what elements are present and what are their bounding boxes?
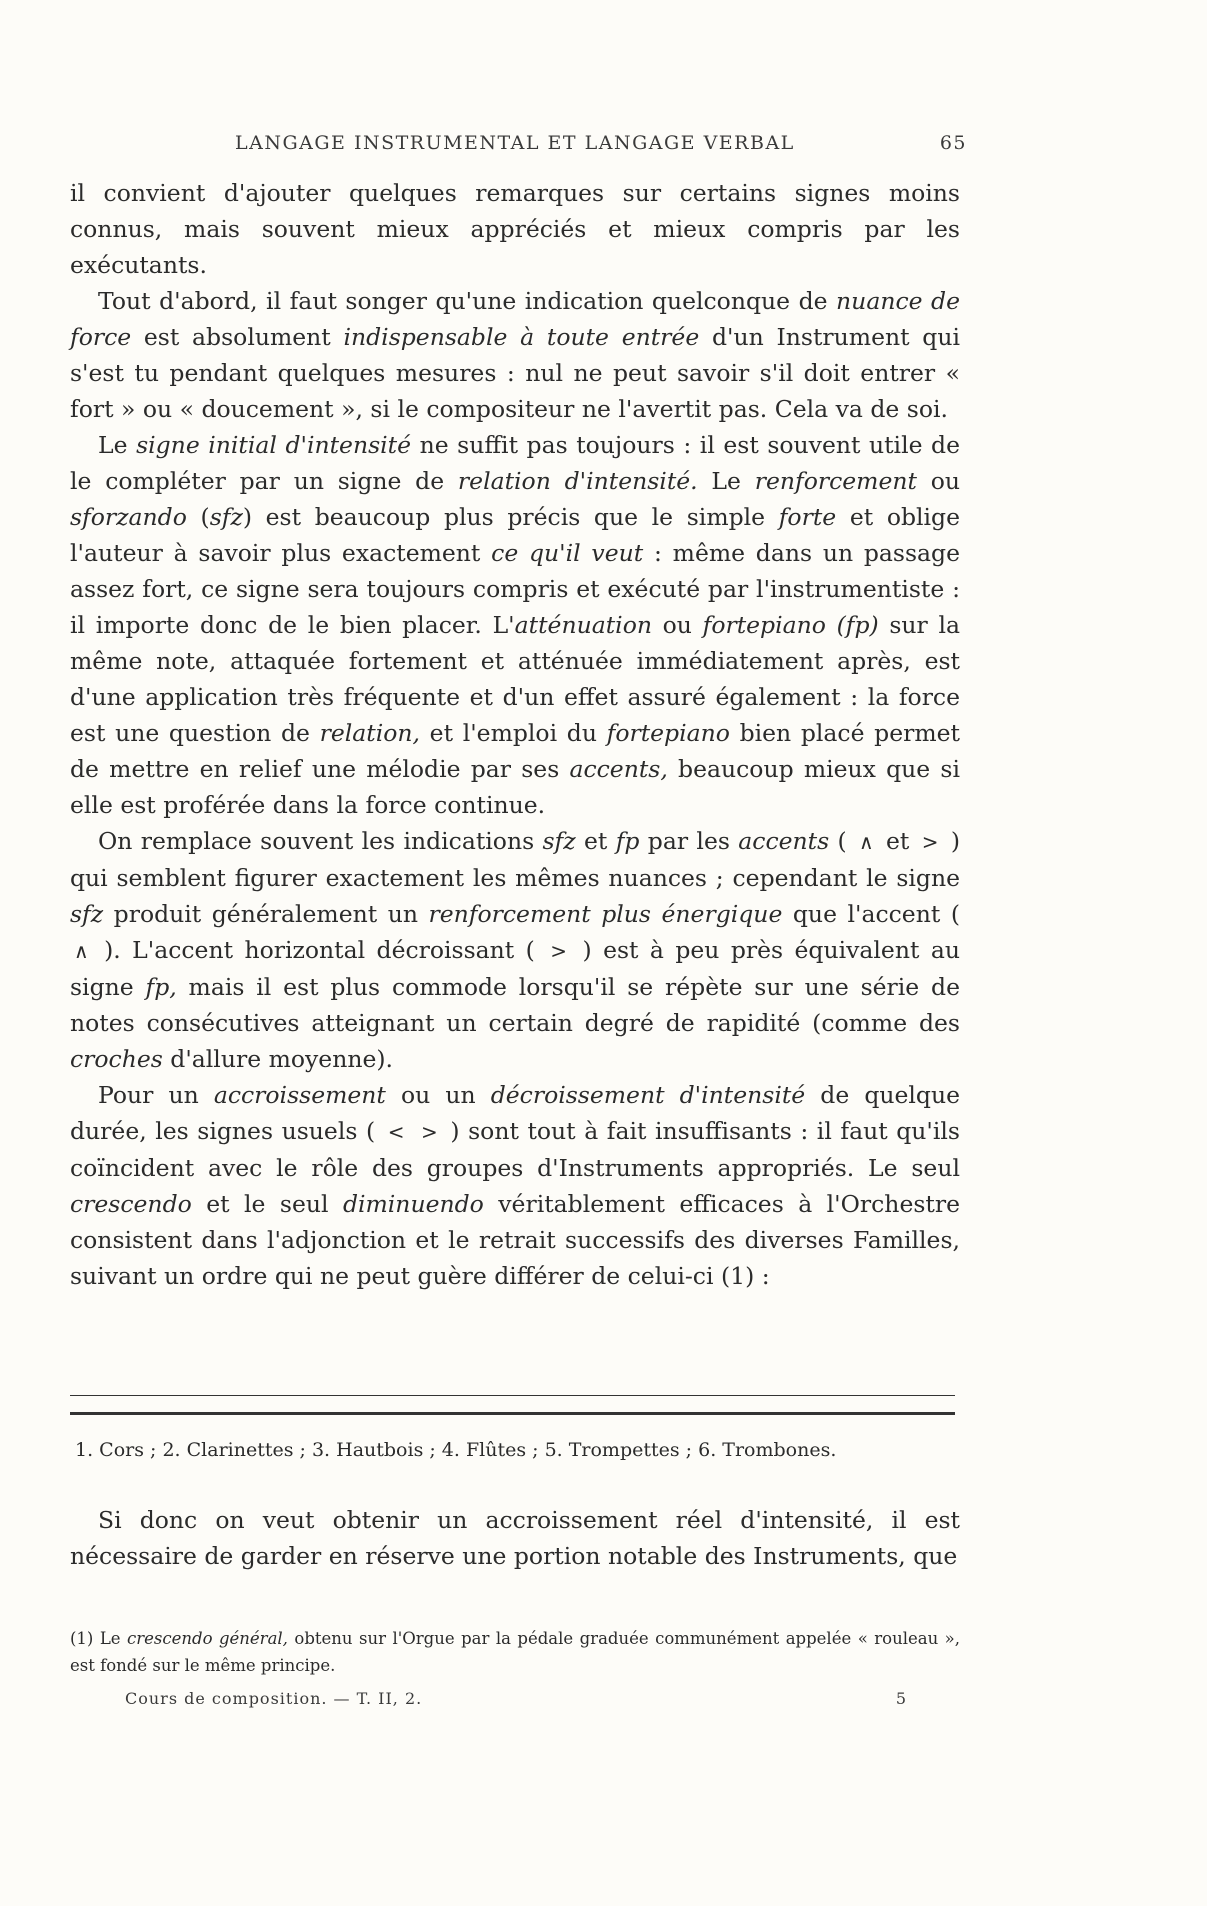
paragraph-5: Pour un accroissement ou un décroissement d'intensité de quelque durée, les signes usuels ( < > ) sont tout à fait insuffisants : il faut qu'ils coïncident avec le rôle des groupes d'Instruments appropriés. Le seul crescendo et le seul diminuendo véritablement efficaces à l'Orchestre consistent dans l'adjonction et le retrait successifs des diverses Familles, suivant un ordre qui ne peut guère différer de celui-ci (1) : — [70, 1081, 961, 1290]
paragraph-1: il convient d'ajouter quelques remarques sur certains signes moins connus, mais souvent mieux appréciés et mieux compris par les exécutants. — [70, 179, 960, 279]
page-footer — [125, 1689, 907, 1708]
signature-mark: 5 — [895, 1689, 907, 1708]
page-number: 65 — [939, 132, 967, 154]
accent-horizontal-symbol: > — [921, 830, 939, 854]
paragraph-4: On remplace souvent les indications sfz et fp par les accents ( ∧ et > ) qui semblent figurer exactement les mêmes nuances ; cependant le signe sfz produit généralement un renforcement plus énergique que l'accent ( ∧ ). L'accent horizontal décroissant ( > ) est à peu près équivalent au signe fp, mais il est plus commode lorsqu'il se répète sur une série de notes consécutives atteignant un certain degré de rapidité (comme des croches d'allure moyenne). — [70, 827, 961, 1073]
paragraph-2: Tout d'abord, il faut songer qu'une indication quelconque de nuance de force est absolument indispensable à toute entrée d'un Instrument qui s'est tu pendant quelques mesures : nul ne peut savoir s'il doit entrer « fort » ou « doucement », si le compositeur ne l'avertit pas. Cela va de soi. — [70, 287, 960, 423]
book-reference: Cours de composition. — T. II, 2. — [125, 1689, 423, 1708]
accent-horizontal-symbol: > — [550, 939, 568, 963]
running-title: LANGAGE INSTRUMENTAL ET LANGAGE VERBAL — [235, 132, 795, 154]
instrument-order-list: 1. Cors ; 2. Clarinettes ; 3. Hautbois ; 4. Flûtes ; 5. Trompettes ; 6. Trombones. — [75, 1439, 837, 1461]
diminuendo-hairpin-symbol: > — [421, 1120, 438, 1144]
separator-rule — [70, 1395, 955, 1396]
accent-vertical-symbol: ∧ — [859, 830, 874, 854]
footnote: (1) Le crescendo général, obtenu sur l'Orgue par la pédale graduée communément appelée « rouleau », est fondé sur le même principe. — [70, 1629, 960, 1675]
paragraph-6: Si donc on veut obtenir un accroissement réel d'intensité, il est nécessaire de garder en réserve une portion notable des Instruments, que — [70, 1506, 960, 1570]
paragraph-3: Le signe initial d'intensité ne suffit pas toujours : il est souvent utile de le compléter par un signe de relation d'intensité. Le renforcement ou sforzando (sfz) est beaucoup plus précis que le simple forte et oblige l'auteur à savoir plus exactement ce qu'il veut : même dans un passage assez fort, ce signe sera toujours compris et exécuté par l'instrumentiste : il importe donc de le bien placer. L'atténuation ou fortepiano (fp) sur la même note, attaquée fortement et atténuée immédiatement après, est d'une application très fréquente et d'un effet assuré également : la force est une question de relation, et l'emploi du fortepiano bien placé permet de mettre en relief une mélodie par ses accents, beaucoup mieux que si elle est proférée dans la force continue. — [70, 431, 961, 819]
continuation-text — [70, 1502, 960, 1574]
main-text — [70, 175, 960, 1294]
separator-rule-thick — [70, 1412, 955, 1415]
crescendo-hairpin-symbol: < — [387, 1120, 405, 1144]
accent-vertical-symbol: ∧ — [74, 939, 89, 963]
